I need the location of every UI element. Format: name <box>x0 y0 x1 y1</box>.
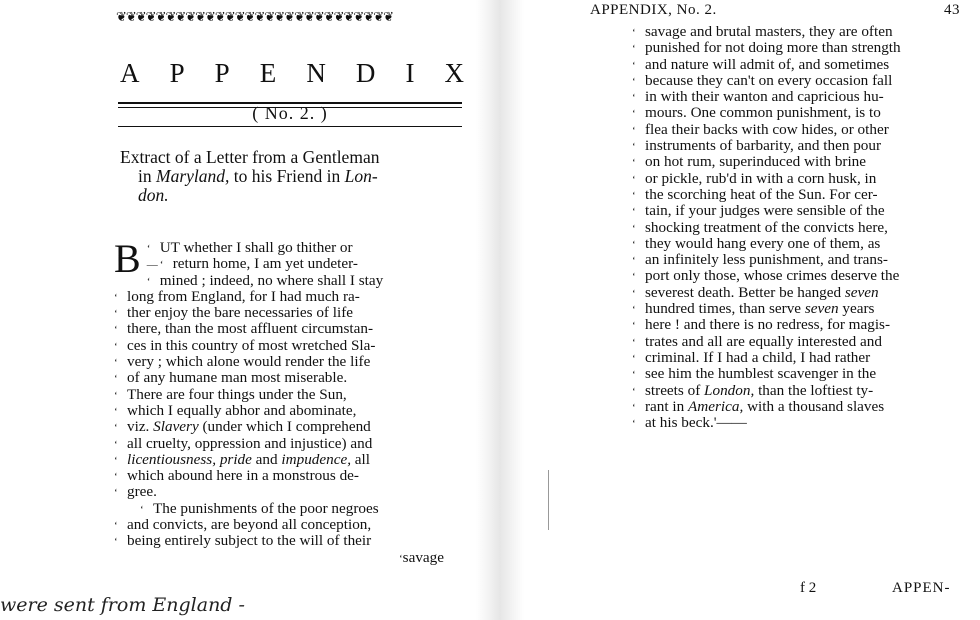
handwritten-note: were sent from England - <box>0 594 245 616</box>
running-head <box>590 2 966 19</box>
heading-place: don. <box>138 185 169 205</box>
book-gutter <box>500 0 524 620</box>
text-line: ‘ B UT whether I shall go thither or <box>114 236 353 281</box>
text-line: ‘ ces in this country of most wretched Sla- <box>114 336 376 354</box>
text-line: ‘ trates and all are equally interested and <box>632 332 882 350</box>
text-line: ‘ at his beck.'—— <box>632 414 747 432</box>
text-line: — ‘ return home, I am yet undeter- <box>146 255 358 273</box>
catchword-right: APPEN- <box>892 580 951 596</box>
text-line: ‘ see him the humblest scavenger in the <box>632 365 877 383</box>
text-line: ‘ gree. <box>114 483 157 501</box>
text-line: ‘ viz. Slavery (under which I comprehend <box>114 418 371 436</box>
gutter-mark <box>548 470 549 530</box>
ornament-border: ❦❦❦❦❦❦❦❦❦❦❦❦❦❦❦❦❦❦❦❦❦❦❦❦❦❦❦❦ <box>116 9 393 24</box>
running-head-title: APPENDIX, No. 2. <box>590 2 717 18</box>
book-gutter <box>476 0 500 620</box>
text-line: ‘ in with their wanton and capricious hu- <box>632 88 884 106</box>
title-letter: E <box>259 58 278 88</box>
appendix-title <box>120 58 465 89</box>
text-line: ‘ long from England, for I had much ra- <box>114 287 360 305</box>
text-line: ‘ port only those, whose crimes deserve the <box>632 267 900 285</box>
text-line: ‘ on hot rum, superinduced with brine <box>632 153 867 171</box>
drop-cap: B <box>114 236 141 281</box>
text-line: ‘ which I equally abhor and abominate, <box>114 401 357 419</box>
heading-place: Lon- <box>344 166 378 186</box>
heading-place: Maryland, <box>156 166 230 186</box>
text-line: ‘ being entirely subject to the will of their <box>114 532 372 550</box>
text-line: ‘ which abound here in a monstrous de- <box>114 467 359 485</box>
text-line: ‘ tain, if your judges were sensible of the <box>632 202 885 220</box>
title-letter: N <box>306 58 327 88</box>
text-line: ‘ an infinitely less punishment, and trans- <box>632 251 888 269</box>
text-line: ‘ because they can't on every occasion fall <box>632 71 893 89</box>
text-line: ‘ shocking treatment of the convicts here, <box>632 218 888 236</box>
text-line: ‘ instruments of barbarity, and then pour <box>632 137 882 155</box>
text-line: ‘ The punishments of the poor negroes <box>140 499 379 517</box>
text-line: ‘ very ; which alone would render the life <box>114 353 371 371</box>
right-body-text <box>632 24 972 431</box>
text-line: ‘ savage and brutal masters, they are often <box>632 23 893 40</box>
letter-heading <box>120 148 465 205</box>
text-line: ‘ streets of London, than the loftiest ty- <box>632 381 874 399</box>
heading-text: to his Friend in <box>229 166 345 186</box>
title-letter: I <box>405 58 416 88</box>
right-page <box>500 0 980 620</box>
page-number: 43 <box>944 2 960 18</box>
catchword-left: ‘savage <box>399 548 444 566</box>
heading-line <box>120 167 465 186</box>
left-body-text <box>114 236 464 566</box>
text-line: ‘ mined ; indeed, no where shall I stay <box>146 271 384 289</box>
text-line: ‘ There are four things under the Sun, <box>114 385 347 403</box>
text-line: ‘ of any humane man most miserable. <box>114 369 348 387</box>
text-line: ‘ the scorching heat of the Sun. For cer- <box>632 185 878 203</box>
text-line: ‘ mours. One common punishment, is to <box>632 104 881 122</box>
title-letter: A <box>120 58 141 88</box>
text-line: ‘ they would hang every one of them, as <box>632 234 881 252</box>
appendix-number: ( No. 2. ) <box>252 103 328 123</box>
title-letter: D <box>355 58 377 88</box>
text-line: ‘ hundred times, than serve seven years <box>632 300 875 318</box>
title-letter: X <box>444 58 465 88</box>
text-line: ‘ criminal. If I had a child, I had rather <box>632 348 871 366</box>
text-line: ‘ all cruelty, oppression and injustice) and <box>114 434 373 452</box>
text-line: ‘ licentiousness, pride and impudence, all <box>114 450 370 468</box>
heading-line: Extract of a Letter from a Gentleman <box>120 147 380 167</box>
title-letter: P <box>169 58 186 88</box>
text-line: ‘ flea their backs with cow hides, or other <box>632 120 889 138</box>
heading-text: in <box>138 166 156 186</box>
signature-mark: f 2 <box>800 580 817 596</box>
text-line: ‘ or pickle, rub'd in with a corn husk, in <box>632 169 877 187</box>
text-line: ‘ and convicts, are beyond all conception, <box>114 516 372 534</box>
title-letter: P <box>214 58 231 88</box>
text-line: ‘ and nature will admit of, and sometimes <box>632 55 890 73</box>
text-line: ‘ there, than the most affluent circumstan- <box>114 320 374 338</box>
text-line: ‘ severest death. Better be hanged seven <box>632 283 879 301</box>
text-line: ‘ ther enjoy the bare necessaries of life <box>114 304 354 322</box>
heading-line <box>120 186 465 205</box>
number-rule <box>118 126 462 127</box>
text-line: ‘ rant in America, with a thousand slaves <box>632 397 885 415</box>
text-line: ‘ punished for not doing more than strength <box>632 39 901 57</box>
text-line: ‘ here ! and there is no redress, for magis- <box>632 316 891 334</box>
